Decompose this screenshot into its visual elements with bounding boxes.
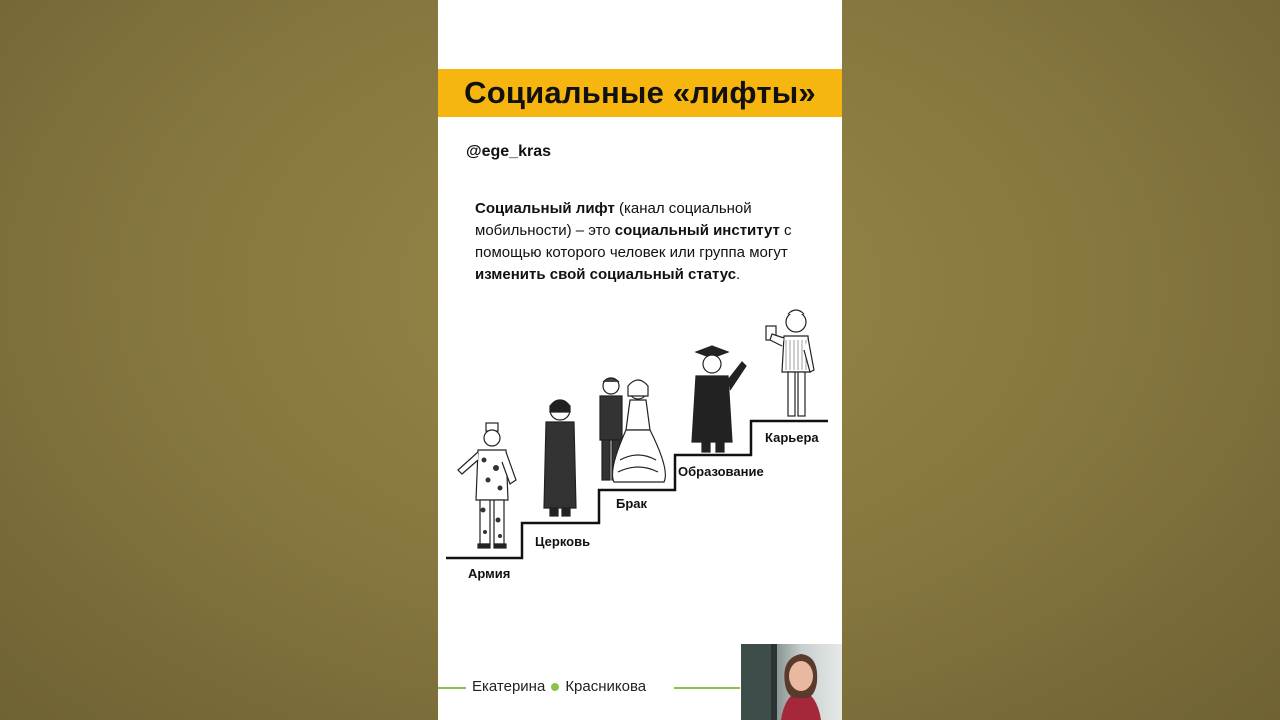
definition-term2: социальный институт: [614, 222, 780, 239]
slide: [438, 0, 842, 720]
definition-part3: .: [736, 266, 741, 283]
footer-line-left: [438, 687, 466, 689]
footer-dot-icon: [551, 683, 559, 691]
author-first-name: Екатерина: [472, 678, 546, 695]
career-staircase: [438, 300, 842, 600]
step-label-marriage: Брак: [616, 496, 648, 511]
author-last-name: Красникова: [565, 678, 647, 695]
step-label-army: Армия: [468, 566, 511, 581]
author-handle: @ege_kras: [466, 143, 551, 160]
author-name: [472, 678, 646, 695]
step-label-career: Карьера: [765, 430, 819, 445]
soldier-figure: [458, 423, 516, 548]
definition-part2: с помощью которого человек или группа могут: [475, 222, 792, 261]
footer-line-right: [674, 687, 740, 689]
nun-figure: [544, 400, 576, 516]
slide-title: Социальные «лифты»: [464, 75, 816, 110]
graduate-figure: [692, 346, 746, 452]
step-label-church: Церковь: [535, 534, 591, 549]
title-bar: [438, 69, 842, 117]
definition-part1: (канал социальной мобильности) – это: [475, 200, 752, 239]
step-label-education: Образование: [678, 464, 764, 479]
definition-term: Социальный лифт: [475, 200, 615, 217]
definition-term3: изменить свой социальный статус: [475, 266, 737, 283]
bride-groom-figure: [600, 378, 665, 482]
definition-text: [475, 198, 820, 286]
professional-figure: [766, 310, 814, 416]
presenter-face: [789, 661, 813, 691]
presenter-video: [741, 644, 842, 720]
webcam-overlay: [741, 644, 842, 720]
